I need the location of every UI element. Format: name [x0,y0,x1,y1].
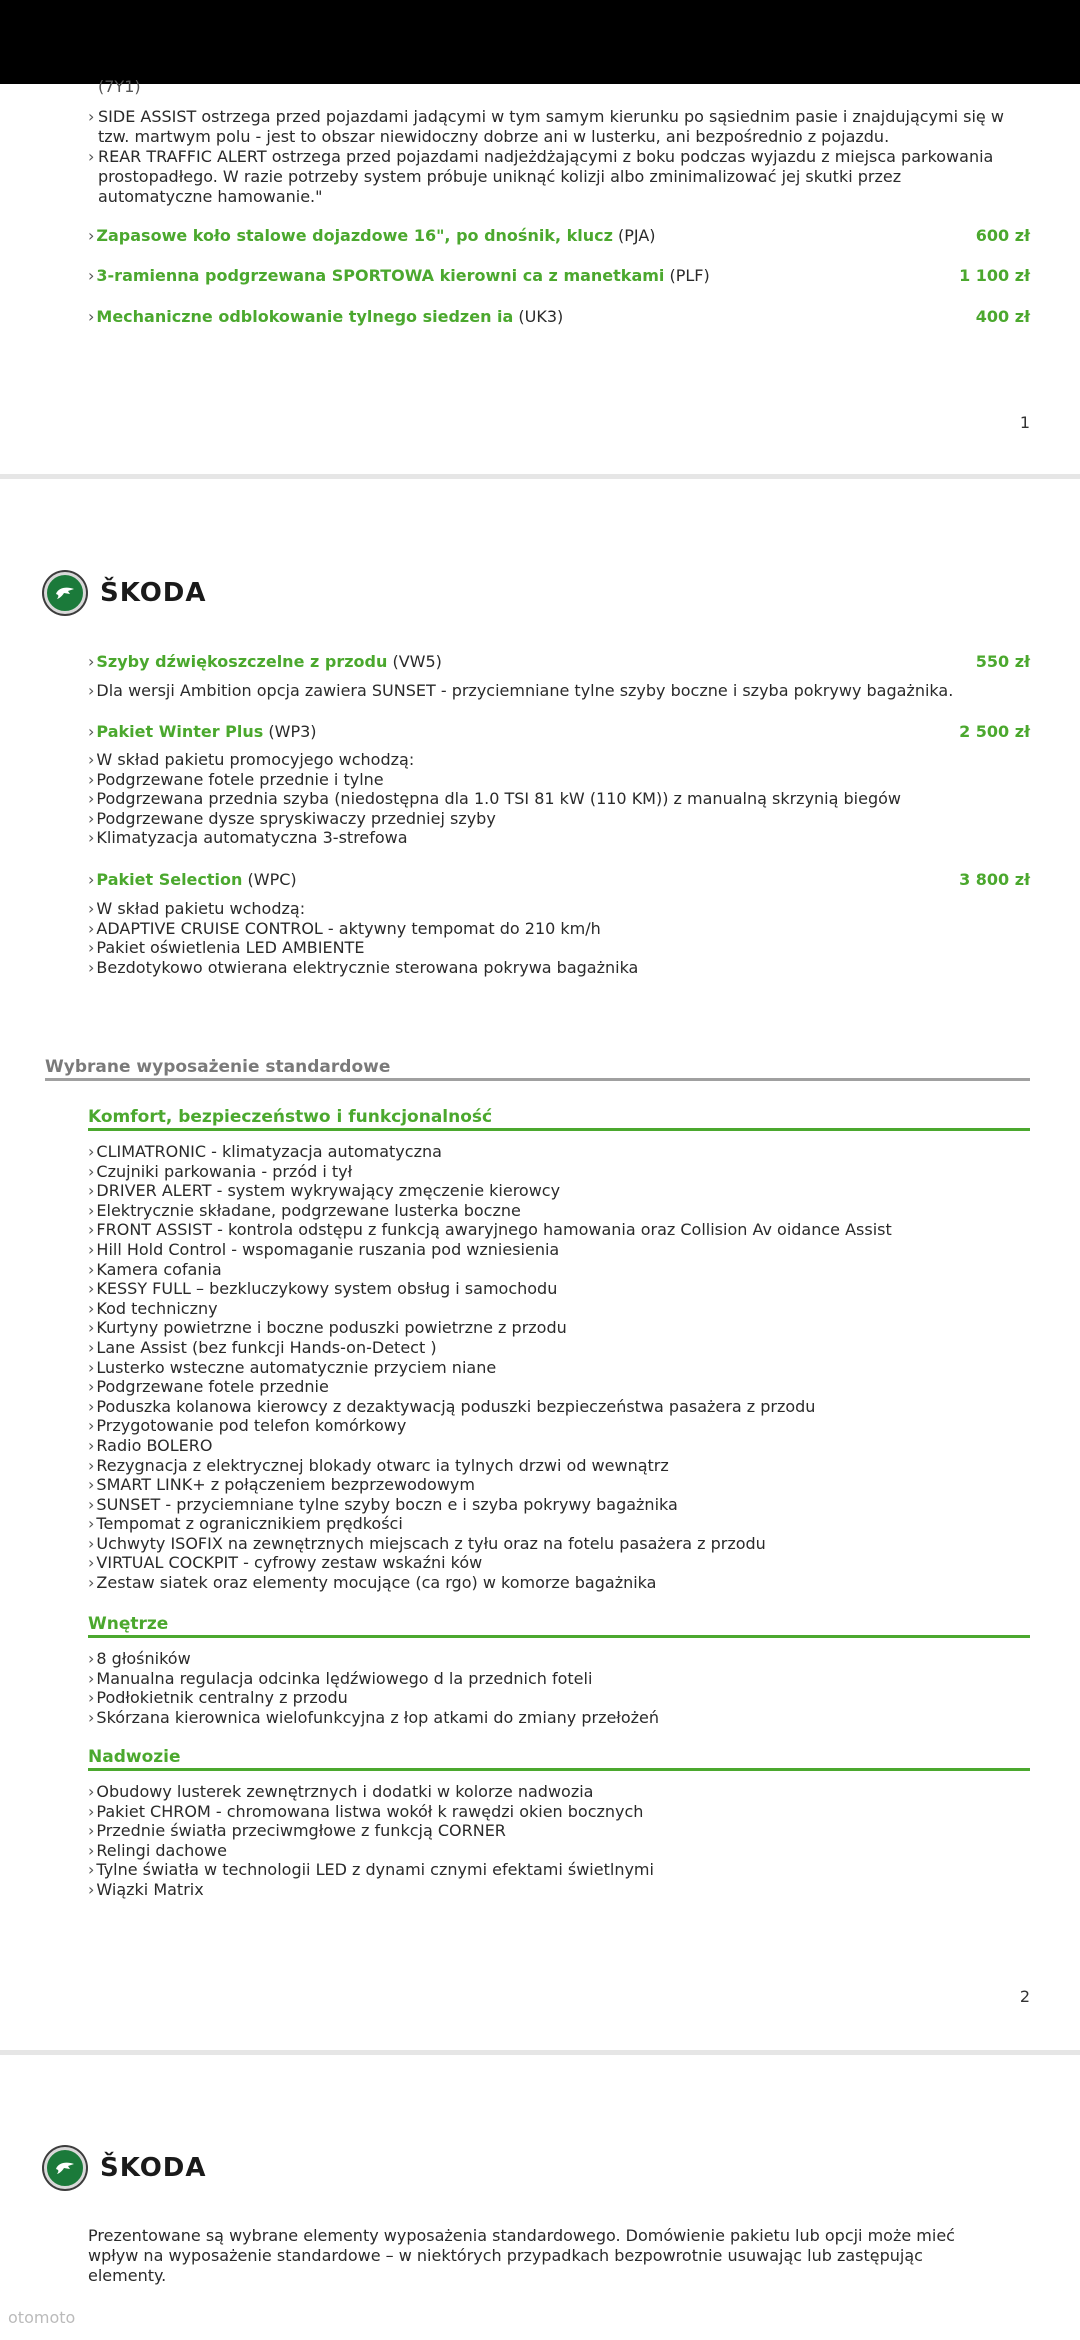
option-details [88,750,901,848]
option-name: Zapasowe koło stalowe dojazdowe 16", po dnośnik, klucz [96,226,613,245]
option-code: (WPC) [247,870,297,889]
category-title: Wnętrze [88,1614,169,1634]
page-number: 2 [1019,1987,1030,2006]
list-item: › Rezygnacja z elektrycznej blokady otwarc ia tylnych drzwi od wewnątrz [88,1455,669,1475]
option-code: (UK3) [518,307,564,326]
list-item: › Radio BOLERO [88,1435,213,1455]
note-side-assist: › SIDE ASSIST ostrzega przed pojazdami jadącymi w tym samym kierunku po sąsiednim pasie i znajdującymi się w tzw. martwym polu - jest to obszar niewidoczny dobrze ani w lusterku, ani bezpośrednio z pojazdu. [88,107,1004,146]
section-divider [45,1078,1030,1081]
option-code: (PJA) [618,226,656,245]
list-item: › Hill Hold Control - wspomaganie ruszania pod wzniesienia [88,1239,560,1259]
list-item: › Elektrycznie składane, podgrzewane lusterka boczne [88,1200,521,1220]
option-price: 3 800 zł [959,870,1030,889]
list-item: › Lane Assist (bez funkcji Hands-on-Detect ) [88,1337,437,1357]
list-item: › Uchwyty ISOFIX na zewnętrznych miejscach z tyłu oraz na fotelu pasażera z przodu [88,1533,766,1553]
list-item: › ADAPTIVE CRUISE CONTROL - aktywny tempomat do 210 km/h [88,918,601,938]
skoda-logo [44,572,207,614]
list-item: › Manualna regulacja odcinka lędźwiowego d la przednich foteli [88,1668,593,1688]
list-item: › Bezdotykowo otwierana elektrycznie sterowana pokrywa bagażnika [88,957,639,977]
option-row: › Pakiet Selection (WPC) [88,870,297,889]
skoda-arrow-icon [44,2147,86,2189]
list-item: › Kod techniczny [88,1298,218,1318]
option-code: (PLF) [669,266,710,285]
page-divider [0,2050,1080,2055]
option-row: › 3-ramienna podgrzewana SPORTOWA kierowni ca z manetkami (PLF) [88,266,710,285]
list-item: › Przednie światła przeciwmgłowe z funkcją CORNER [88,1821,506,1841]
list-item: › Wiązki Matrix [88,1879,204,1899]
list-item: › Klimatyzacja automatyczna 3-strefowa [88,828,408,848]
list-item: › W skład pakietu wchodzą: [88,899,306,918]
list-item: › 8 głośników [88,1649,191,1668]
list-item: › Kurtyny powietrzne i boczne poduszki powietrzne z przodu [88,1318,567,1338]
list-item: › W skład pakietu promocyjego wchodzą: [88,750,415,769]
list-item: › Zestaw siatek oraz elementy mocujące (ca rgo) w komorze bagażnika [88,1573,657,1593]
category-divider [88,1768,1030,1771]
option-price: 550 zł [975,652,1030,671]
category-items [88,1142,892,1593]
list-item: › SMART LINK+ z połączeniem bezprzewodowym [88,1475,475,1495]
option-code: (VW5) [392,652,442,671]
list-item: › Pakiet oświetlenia LED AMBIENTE [88,938,365,958]
list-item: › Relingi dachowe [88,1840,227,1860]
list-item: › Pakiet CHROM - chromowana listwa wokół k rawędzi okien bocznych [88,1801,644,1821]
status-bar-overlay [0,0,1080,84]
list-item: › Dla wersji Ambition opcja zawiera SUNSET - przyciemniane tylne szyby boczne i szyba pokrywy bagażnika. [88,681,954,700]
watermark: otomoto [8,2308,76,2327]
list-item: › FRONT ASSIST - kontrola odstępu z funkcją awaryjnego hamowania oraz Collision Av oidance Assist [88,1220,892,1240]
category-title: Komfort, bezpieczeństwo i funkcjonalność [88,1107,493,1127]
list-item: › Kamera cofania [88,1259,222,1279]
list-item: › Tempomat z ogranicznikiem prędkości [88,1514,403,1534]
category-title: Nadwozie [88,1747,181,1767]
list-item: › Podłokietnik centralny z przodu [88,1688,348,1708]
category-items [88,1649,659,1727]
page-number: 1 [1019,413,1030,432]
list-item: › DRIVER ALERT - system wykrywający zmęczenie kierowcy [88,1181,561,1201]
cut-off-text: (7Y1) [98,77,141,96]
page-divider [0,474,1080,479]
brand-name: ŠKODA [100,2153,207,2183]
note-rear-traffic-alert: › REAR TRAFFIC ALERT ostrzega przed pojazdami nadjeżdżającymi z boku podczas wyjazdu z miejsca parkowania prostopadłego. W razie potrzeby system próbuje uniknąć kolizji albo zminimalizować jej skutki przez automatyczne hamowanie." [88,147,994,206]
list-item: › Skórzana kierownica wielofunkcyjna z łop atkami do zmiany przełożeń [88,1707,660,1727]
option-price: 2 500 zł [959,722,1030,741]
list-item: › Podgrzewane fotele przednie [88,1377,329,1397]
option-row: › Pakiet Winter Plus (WP3) [88,722,317,741]
list-item: › Czujniki parkowania - przód i tył [88,1161,353,1181]
option-name: Pakiet Selection [96,870,243,889]
standard-equipment-title: Wybrane wyposażenie standardowe [45,1057,391,1077]
list-item: › Podgrzewane fotele przednie i tylne [88,769,384,789]
category-divider [88,1128,1030,1131]
option-price: 400 zł [975,307,1030,326]
option-row: › Zapasowe koło stalowe dojazdowe 16", po dnośnik, klucz (PJA) [88,226,656,245]
option-name: 3-ramienna podgrzewana SPORTOWA kierowni ca z manetkami [96,266,665,285]
list-item: › VIRTUAL COCKPIT - cyfrowy zestaw wskaźni ków [88,1553,483,1573]
option-details [88,899,638,977]
list-item: › SUNSET - przyciemniane tylne szyby boczn e i szyba pokrywy bagażnika [88,1494,678,1514]
skoda-logo [44,2147,207,2189]
option-code: (WP3) [268,722,317,741]
option-price: 600 zł [975,226,1030,245]
option-row: › Szyby dźwiękoszczelne z przodu (VW5) [88,652,442,671]
skoda-arrow-icon [44,572,86,614]
list-item: › CLIMATRONIC - klimatyzacja automatyczna [88,1142,442,1161]
option-name: Mechaniczne odblokowanie tylnego siedzen ia [96,307,514,326]
option-name: Szyby dźwiękoszczelne z przodu [96,652,388,671]
list-item: › Podgrzewane dysze spryskiwaczy przedniej szyby [88,808,496,828]
list-item: › Poduszka kolanowa kierowcy z dezaktywacją poduszki bezpieczeństwa pasażera z przodu [88,1396,816,1416]
list-item: › Tylne światła w technologii LED z dynami cznymi efektami świetlnymi [88,1860,654,1880]
list-item: › Lusterko wsteczne automatycznie przyciem niane [88,1357,497,1377]
option-name: Pakiet Winter Plus [96,722,264,741]
disclaimer-text: Prezentowane są wybrane elementy wyposażenia standardowego. Domówienie pakietu lub opcji może mieć wpływ na wyposażenie standardowe – w niektórych przypadkach bezpowrotnie usuwając lub zastępując elementy. [88,2226,955,2285]
list-item: › KESSY FULL – bezkluczykowy system obsług i samochodu [88,1279,558,1299]
list-item: › Obudowy lusterek zewnętrznych i dodatki w kolorze nadwozia [88,1782,594,1801]
option-details [88,681,953,701]
category-items [88,1782,654,1900]
option-row: › Mechaniczne odblokowanie tylnego siedzen ia (UK3) [88,307,564,326]
list-item: › Przygotowanie pod telefon komórkowy [88,1416,407,1436]
option-price: 1 100 zł [959,266,1030,285]
category-divider [88,1635,1030,1638]
brand-name: ŠKODA [100,578,207,608]
list-item: › Podgrzewana przednia szyba (niedostępna dla 1.0 TSI 81 kW (110 KM)) z manualną skrzynią biegów [88,789,901,809]
